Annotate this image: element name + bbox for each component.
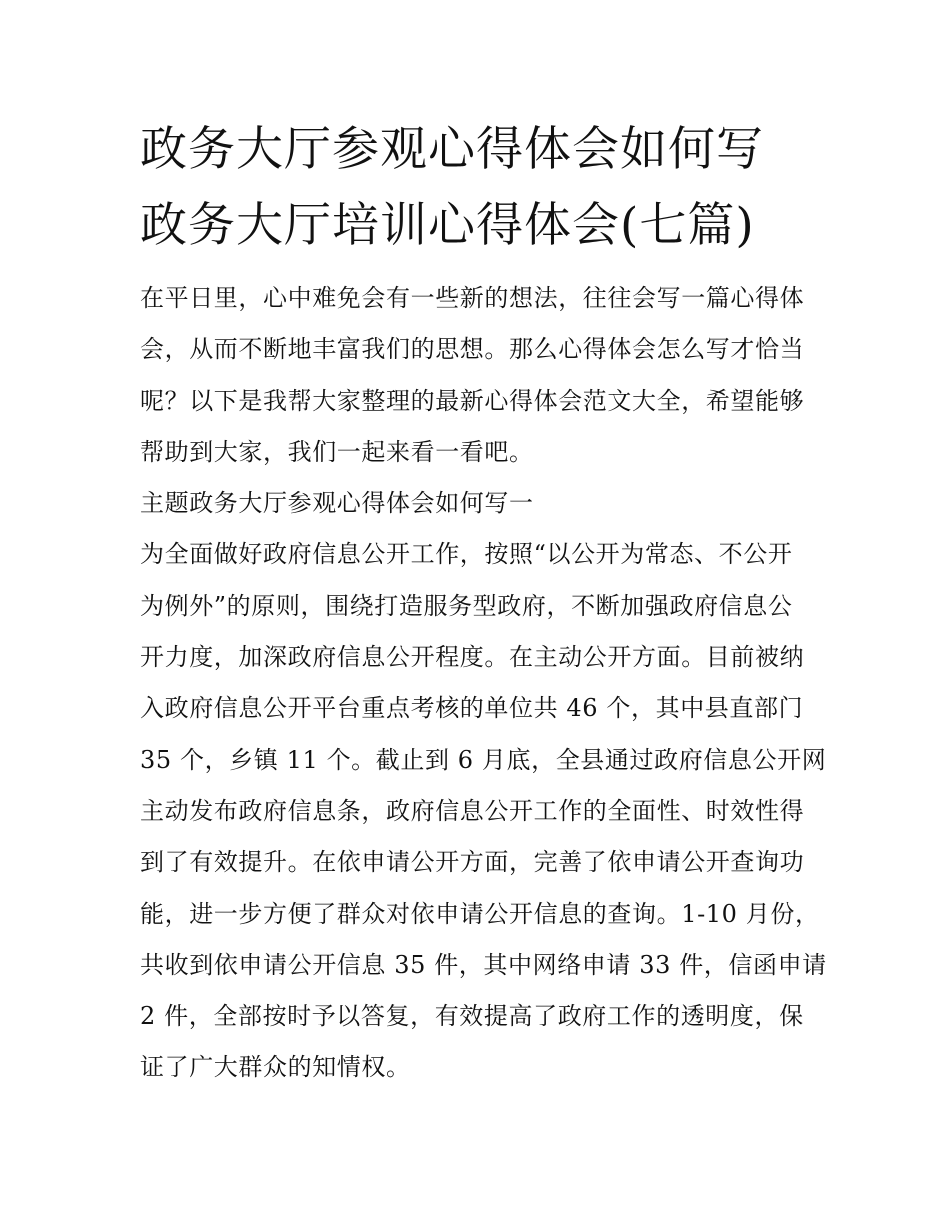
intro-line: 帮助到大家，我们一起来看一看吧。	[140, 437, 534, 466]
section-line: 35 个，乡镇 11 个。截止到 6 月底，全县通过政府信息公开网	[140, 745, 827, 774]
section-heading: 主题政务大厅参观心得体会如何写一	[140, 489, 534, 518]
intro-line: 呢？以下是我帮大家整理的最新心得体会范文大全，希望能够	[140, 386, 805, 415]
section-line: 开力度，加深政府信息公开程度。在主动公开方面。目前被纳	[140, 643, 805, 672]
section-line: 共收到依申请公开信息 35 件，其中网络申请 33 件，信函申请	[140, 950, 827, 979]
title-line-2: 政务大厅培训心得体会(七篇)	[140, 198, 755, 253]
document-body	[140, 273, 830, 1094]
document-title	[140, 112, 830, 264]
intro-line: 在平日里，心中难免会有一些新的想法，往往会写一篇心得体	[140, 284, 805, 312]
section-line: 为全面做好政府信息公开工作，按照“以公开为常态、不公开	[140, 540, 793, 569]
intro-line: 会，从而不断地丰富我们的思想。那么心得体会怎么写才恰当	[140, 335, 805, 364]
section-line: 证了广大群众的知情权。	[140, 1053, 411, 1082]
section-line: 能，进一步方便了群众对依申请公开信息的查询。1-10 月份，	[140, 899, 820, 928]
section-line: 到了有效提升。在依申请公开方面，完善了依申请公开查询功	[140, 848, 805, 877]
section-line: 2 件，全部按时予以答复，有效提高了政府工作的透明度，保	[140, 1002, 804, 1031]
title-line-1: 政务大厅参观心得体会如何写	[140, 122, 764, 177]
section-line: 入政府信息公开平台重点考核的单位共 46 个，其中县直部门	[140, 694, 804, 723]
section-line: 主动发布政府信息条，政府信息公开工作的全面性、时效性得	[140, 796, 805, 825]
section-line: 为例外”的原则，围绕打造服务型政府，不断加强政府信息公	[140, 591, 793, 620]
